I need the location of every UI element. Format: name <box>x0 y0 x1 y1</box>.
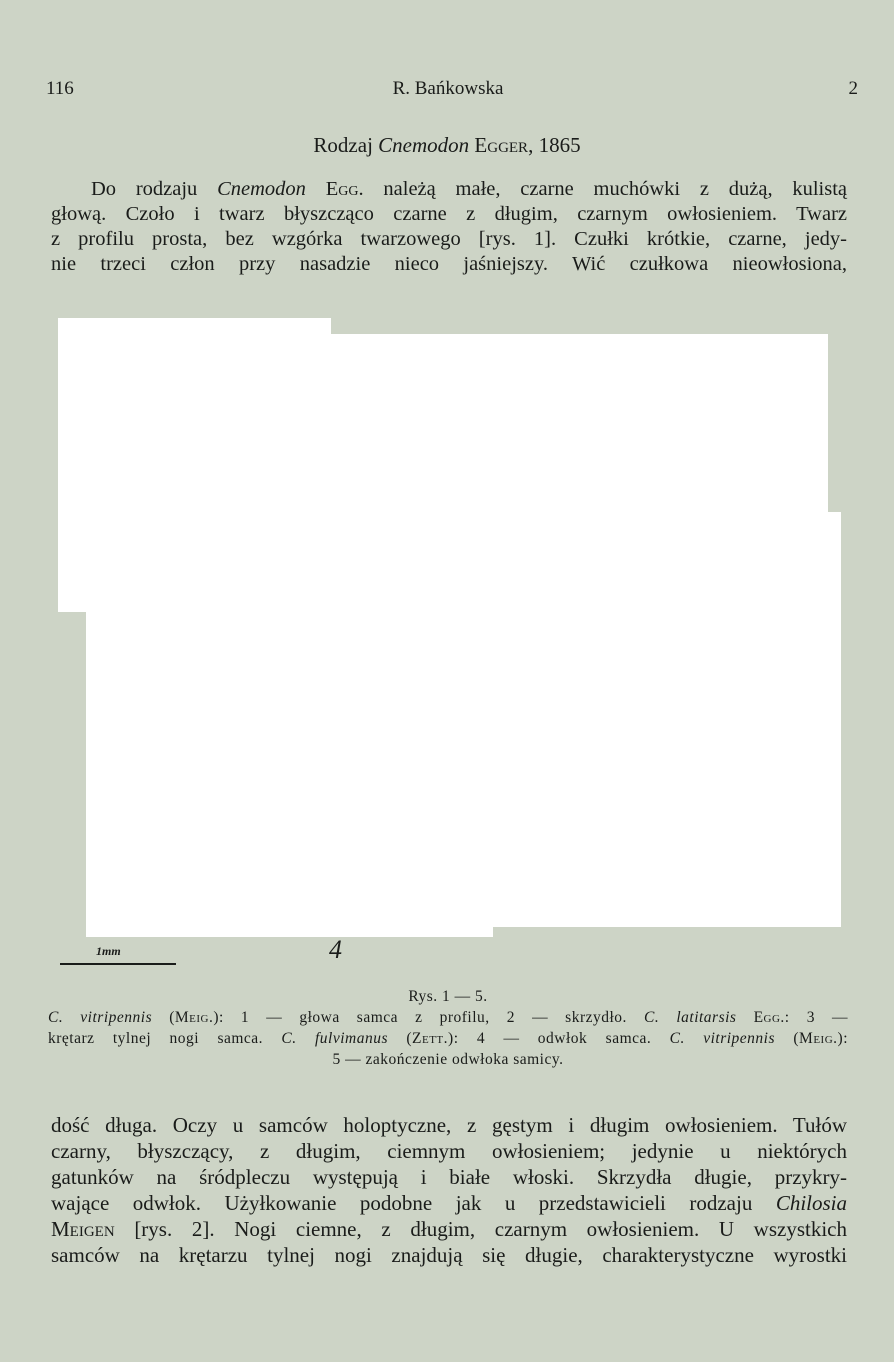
text-line: samców na krętarzu tylnej nogi znajdują się długie, charakterystyczne wyrostki <box>51 1243 847 1267</box>
heading-authority: Egger <box>474 133 529 157</box>
caption-line: 5 — zakończenie odwłoka samicy. <box>332 1051 564 1068</box>
species-name: C. vitripennis <box>48 1009 153 1026</box>
figure-caption <box>48 986 848 1070</box>
section-heading <box>0 133 894 158</box>
authority: Egg. <box>753 1009 785 1026</box>
caption-line <box>48 1007 848 1028</box>
authority: (Meig.) <box>793 1030 844 1047</box>
text-line: z profilu prosta, bez wzgórka twarzowego [rys. 1]. Czułki krótkie, czarne, jedy- <box>51 228 847 250</box>
text-line <box>51 177 847 202</box>
authority: (Zett.) <box>406 1030 454 1047</box>
heading-year: , 1865 <box>528 133 581 157</box>
text-fragment: : <box>843 1030 848 1047</box>
text-fragment: [rys. 2]. Nogi ciemne, z długim, czarnym owłosieniem. U wszystkich <box>134 1217 848 1241</box>
continuation-paragraph <box>51 1112 847 1268</box>
page-number: 116 <box>46 78 74 99</box>
text-line: nie trzeci człon przy nasadzie nieco jaśniejszy. Wić czułkowa nieowłosiona, <box>51 253 847 275</box>
heading-genus: Cnemodon <box>378 133 470 157</box>
scale-label: 1mm <box>96 944 121 958</box>
text-line: gatunków na śródpleczu występują i białe włoski. Skrzydła długie, przykry- <box>51 1165 847 1189</box>
species-name: C. fulvimanus <box>281 1030 388 1047</box>
caption-line <box>48 1028 848 1049</box>
intro-paragraph <box>51 177 847 277</box>
authority: Meigen <box>51 1217 115 1241</box>
genus-name: Cnemodon <box>217 178 306 200</box>
running-author: R. Bańkowska <box>392 78 504 99</box>
figure-panel <box>86 927 493 937</box>
authority: (Meig.) <box>169 1009 220 1026</box>
fold-mark: 2 <box>848 78 858 99</box>
species-name: C. latitarsis <box>644 1009 737 1026</box>
figure-panel <box>331 334 828 512</box>
text-fragment: : 3 — <box>784 1009 849 1026</box>
text-line <box>51 1190 847 1216</box>
species-name: C. vitripennis <box>669 1030 776 1047</box>
text-fragment: Do rodzaju <box>91 178 198 200</box>
genus-name: Chilosia <box>775 1191 847 1215</box>
text-line: czarny, błyszczący, z długim, ciemnym owłosieniem; jedynie u niektórych <box>51 1139 847 1163</box>
caption-title: Rys. 1 — 5. <box>408 988 488 1005</box>
heading-prefix: Rodzaj <box>313 133 373 157</box>
figure-panel-number: 4 <box>329 935 342 964</box>
text-line: głową. Czoło i twarz błyszcząco czarne z długim, czarnym owłosieniem. Twarz <box>51 203 847 225</box>
text-line <box>51 1216 847 1242</box>
text-fragment: : 1 — głowa samca z profilu, 2 — skrzydło. <box>219 1009 627 1026</box>
text-fragment: należą małe, czarne muchówki z dużą, kulistą <box>383 178 848 200</box>
text-fragment: : 4 — odwłok samca. <box>453 1030 652 1047</box>
authority: Egg. <box>325 178 364 200</box>
figure-panel <box>86 512 841 927</box>
text-fragment: wające odwłok. Użyłkowanie podobne jak u przedstawicieli rodzaju <box>51 1191 753 1215</box>
running-header <box>38 78 858 108</box>
text-line: dość długa. Oczy u samców holoptyczne, z gęstym i długim owłosieniem. Tułów <box>51 1113 847 1137</box>
text-fragment: krętarz tylnej nogi samca. <box>48 1030 264 1047</box>
scale-bar <box>60 963 176 965</box>
